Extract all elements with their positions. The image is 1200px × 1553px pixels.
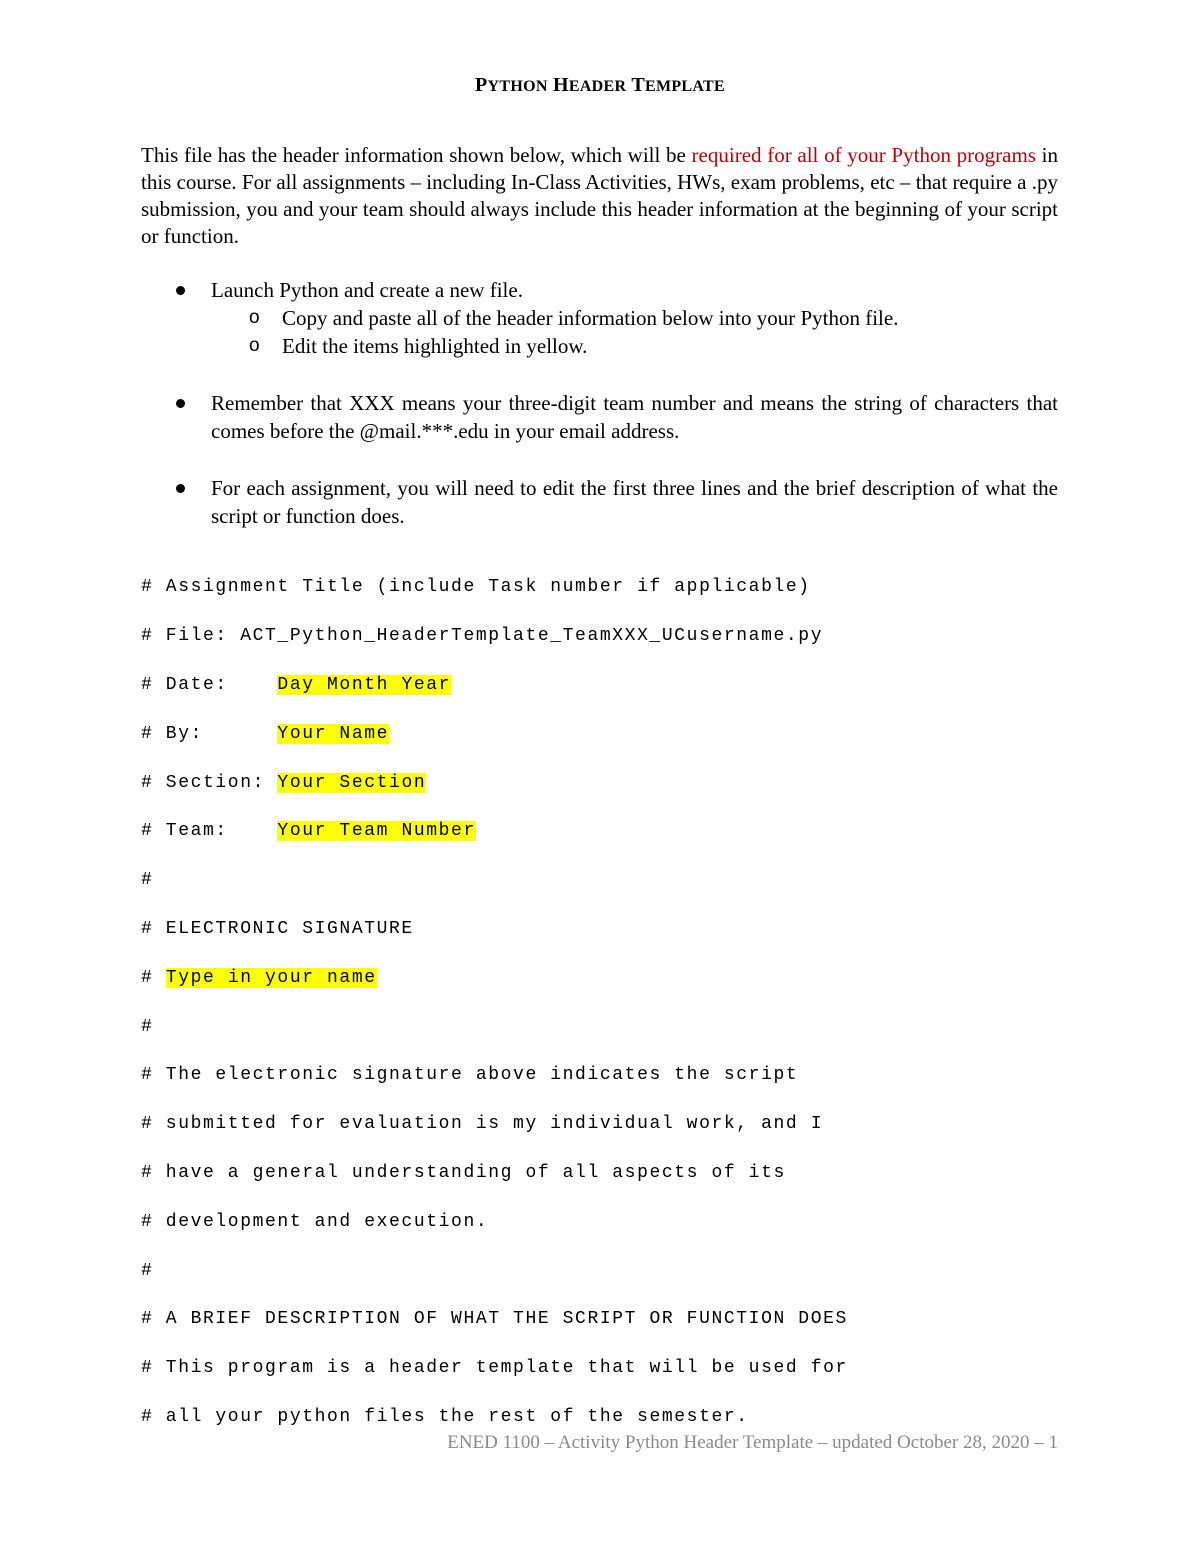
sub-bullet-icon: o [249, 335, 260, 356]
title-cap: H [553, 74, 569, 96]
editable-highlight: Type in your name [165, 967, 377, 988]
required-note: required for all of your Python programs [691, 143, 1036, 167]
code-line: # [141, 870, 154, 891]
editable-highlight: Day Month Year [277, 675, 452, 695]
bullet-icon [176, 484, 185, 493]
list-item [141, 474, 1058, 530]
list-item-text: For each assignment, you will need to edit the first three lines and the brief description of what the script or function does. [211, 476, 1058, 528]
code-line: # A BRIEF DESCRIPTION OF WHAT THE SCRIPT OR FUNCTION DOES [141, 1309, 848, 1330]
code-line: # [141, 1260, 154, 1281]
code-label: # Team: [141, 821, 278, 842]
title-cap: T [631, 74, 645, 96]
sub-bullet-icon: o [249, 307, 260, 328]
sub-list-item [141, 304, 1058, 332]
code-line: # ELECTRONIC SIGNATURE [141, 918, 414, 939]
code-line [141, 771, 1058, 795]
editable-highlight: Your Team Number [277, 821, 476, 842]
code-line: # File: ACT_Python_HeaderTemplate_TeamXXX_UCusername.py [141, 626, 824, 647]
sub-list-item-text: Copy and paste all of the header information below into your Python file. [282, 306, 899, 330]
instruction-list [141, 276, 1058, 530]
page-title [0, 74, 1200, 97]
code-line: # have a general understanding of all aspects of its [141, 1162, 786, 1183]
title-smallcaps: EMPLATE [644, 78, 725, 95]
sub-list [141, 304, 1058, 360]
code-label: # By: [141, 723, 278, 744]
intro-text: This file has the header information shown below, which will be [141, 143, 692, 167]
editable-highlight: Your Section [277, 772, 427, 793]
title-smallcaps: EADER [568, 78, 627, 95]
title-smallcaps: YTHON [487, 78, 548, 95]
intro-paragraph [141, 142, 1058, 250]
sub-list-item-text: Edit the items highlighted in yellow. [282, 334, 588, 358]
bullet-icon [176, 286, 185, 295]
code-line: # [141, 1016, 154, 1037]
code-label: # Date: [141, 675, 278, 695]
list-item [141, 276, 1058, 304]
list-item-text: Remember that XXX means your three-digit team number and means the string of characters that comes before the @mail.***.edu in your email address. [211, 391, 1058, 443]
code-label: # [141, 967, 166, 988]
intro-text: in this course. For all assignments – including In-Class Activities, HWs, exam problems, etc – that require a .py submission, you and your team should always include this header information at the beginning of your script or function. [141, 143, 1058, 248]
code-line [141, 673, 1058, 697]
page-footer: ENED 1100 – Activity Python Header Template – updated October 28, 2020 – 1 [447, 1432, 1058, 1453]
header-code-block [141, 551, 1058, 1478]
sub-list-item [141, 332, 1058, 360]
bullet-icon [176, 399, 185, 408]
list-item [141, 389, 1058, 445]
code-line: # all your python files the rest of the semester. [141, 1406, 749, 1427]
list-item-text: Launch Python and create a new file. [211, 278, 523, 302]
editable-highlight: Your Name [277, 723, 390, 744]
code-label: # Section: [141, 772, 278, 793]
code-line: # The electronic signature above indicates the script [141, 1065, 799, 1086]
code-line: # development and execution. [141, 1211, 489, 1232]
code-line: # This program is a header template that will be used for [141, 1358, 848, 1379]
code-line: # Assignment Title (include Task number if applicable) [141, 577, 811, 598]
code-line [141, 966, 1058, 990]
code-line: # submitted for evaluation is my individual work, and I [141, 1114, 824, 1135]
code-line [141, 722, 1058, 746]
code-line [141, 819, 1058, 843]
title-cap: P [474, 74, 488, 96]
